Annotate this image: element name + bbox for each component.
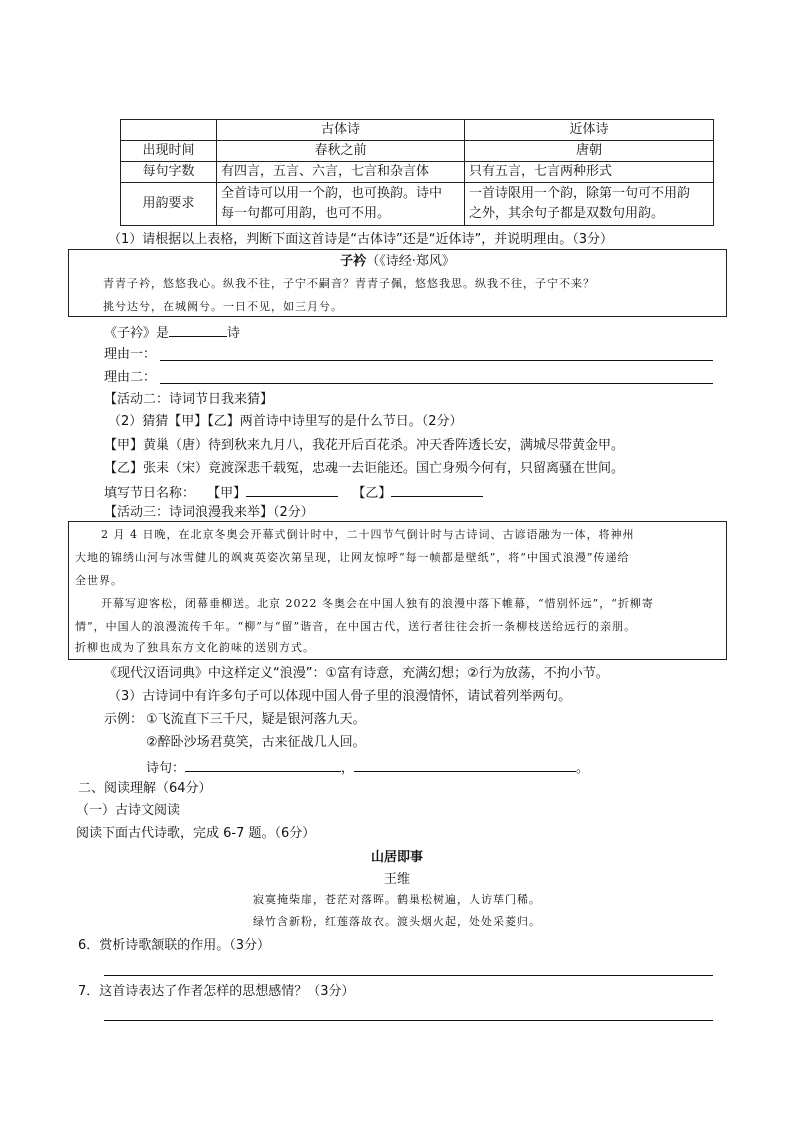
cell-gu-time: 春秋之前 [217,141,465,162]
reason-2-label: 理由二： [104,370,157,385]
row-label-rhyme: 用韵要求 [121,183,217,226]
poem-box-zijin [68,249,727,317]
reason-1-line[interactable] [160,360,713,361]
poem-jia: 【甲】黄巢（唐）待到秋来九月八，我花开后百花杀。冲天香阵透长安，满城尽带黄金甲。 [104,438,625,453]
poem-answer-blank-2[interactable] [354,757,576,772]
section-2-1-heading: （一）古诗文阅读 [76,803,181,818]
poem-answer-period: 。 [576,761,590,776]
answer-type-blank[interactable] [169,322,227,337]
poem-2-author: 王维 [383,872,410,887]
table-header-gu: 古体诗 [217,120,465,141]
poem-answer-blank-1[interactable] [185,757,341,772]
section-2-heading: 二、阅读理解（64分） [78,781,212,796]
definition: 《现代汉语词典》中这样定义“浪漫”：①富有诗意，充满幻想；②行为放荡，不拘小节。 [104,666,609,681]
cell-jin-chars: 只有五言，七言两种形式 [465,162,714,183]
poem-2-line-1: 寂寞掩柴扉，苍茫对落晖。鹤巢松树遍，人访荜门稀。 [253,893,541,906]
poem-2-title: 山居即事 [370,850,423,865]
table-header-row [121,120,714,141]
example-2: ②醉卧沙场君莫笑，古来征战几人回。 [146,735,366,750]
poem-line-1: 青青子衿，悠悠我心。纵我不往，子宁不嗣音？青青子佩，悠悠我思。纵我不往，子宁不来？ [103,277,595,290]
passage-box-olympics [68,521,727,660]
reason-2-line[interactable] [160,383,713,384]
table-header-empty [121,120,217,141]
cell-jin-rhyme-line2: 之外，其余句子都是双数句用韵。 [469,206,665,221]
festival-yi-label: 【乙】 [352,486,392,501]
reason-1-label: 理由一： [104,347,157,362]
poem-source: （《诗经·郑风》 [366,254,455,269]
cell-gu-rhyme [217,183,465,226]
poem-answer-comma: ， [341,761,355,776]
answer-type-prefix: 《子衿》是 [104,326,170,341]
answer-type-row [104,322,240,344]
cell-gu-rhyme-line2: 每一句都可用韵，也可不用。 [221,206,391,221]
question-6: 6．赏析诗歌颔联的作用。（3分） [78,938,271,953]
festival-jia-blank[interactable] [246,482,338,497]
cell-gu-chars: 有四言，五言、六言，七言和杂言体 [217,162,465,183]
answer-7-line[interactable] [104,1020,713,1021]
poem-answer-row [146,757,589,779]
row-label-chars: 每句字数 [121,162,217,183]
poem-2-line-2: 绿竹含新粉，红莲落故衣。渡头烟火起，处处采菱归。 [253,915,541,928]
festival-yi-blank[interactable] [391,482,483,497]
poem-title-line [69,252,726,272]
passage-p2-line1: 开幕写迎客松，闭幕垂柳送。北京 2022 冬奥会在中国人独有的浪漫中落下帷幕，“惜别怀远”，“折柳寄 [101,597,654,610]
table-header-jin: 近体诗 [465,120,714,141]
activity-3-heading: 【活动三：诗词浪漫我来举】（2分） [104,505,314,520]
poetry-comparison-table [120,119,714,226]
table-row [121,141,714,162]
table-row [121,183,714,226]
question-3: （3）古诗词中有许多句子可以体现中国人骨子里的浪漫情怀，请试着列举两句。 [108,689,572,704]
passage-p2-line2: 情”，中国人的浪漫流传千年。“柳”与“留”谐音，在中国古代，送行者往往会折一条柳枝送给远行的亲朋。 [75,620,637,633]
question-1: （1）请根据以上表格，判断下面这首诗是“古体诗”还是“近体诗”，并说明理由。（3分） [108,232,613,247]
passage-p1-line3: 全世界。 [75,574,123,587]
passage-p2-line3: 折柳也成为了独具东方文化韵味的送别方式。 [75,641,315,654]
passage-p1-line1: 2 月 4 日晚，在北京冬奥会开幕式倒计时中，二十四节气倒计时与古诗词、古谚语融为一体，将神州 [101,528,635,541]
festival-fill-label: 填写节日名称： [104,486,196,501]
question-7: 7．这首诗表达了作者怎样的思想感情？（3分） [78,984,355,999]
reading-instruction: 阅读下面古代诗歌，完成 6-7 题。（6分） [76,826,316,841]
festival-fill-row [104,482,483,504]
example-1: ①飞流直下三千尺，疑是银河落九天。 [146,712,366,727]
poem-yi: 【乙】张耒（宋）竟渡深悲千载冤，忠魂一去讵能还。国亡身殒今何有，只留离骚在世间。 [104,461,625,476]
cell-jin-time: 唐朝 [465,141,714,162]
row-label-time: 出现时间 [121,141,217,162]
poem-title: 子衿 [340,254,367,269]
answer-type-suffix: 诗 [227,326,241,341]
poem-answer-label: 诗句： [146,761,186,776]
passage-p1-line2: 大地的锦绣山河与冰雪健儿的飒爽英姿次第呈现，让网友惊呼“每一帧都是壁纸”，将“中国式浪漫”传递给 [75,551,630,564]
cell-jin-rhyme-line1: 一首诗限用一个韵，除第一句可不用韵 [469,186,691,201]
festival-jia-label: 【甲】 [207,486,247,501]
poem-line-2: 挑兮达兮，在城阙兮。一日不见，如三月兮。 [103,300,343,313]
table-row [121,162,714,183]
example-label: 示例： [104,712,144,727]
activity-2-heading: 【活动二：诗词节日我来猜】 [104,392,274,407]
question-2: （2）猜猜【甲】【乙】两首诗中诗里写的是什么节日。（2分） [108,414,463,429]
answer-6-line[interactable] [104,975,713,976]
cell-jin-rhyme [465,183,714,226]
cell-gu-rhyme-line1: 全首诗可以用一个韵，也可换韵。诗中 [221,186,443,201]
